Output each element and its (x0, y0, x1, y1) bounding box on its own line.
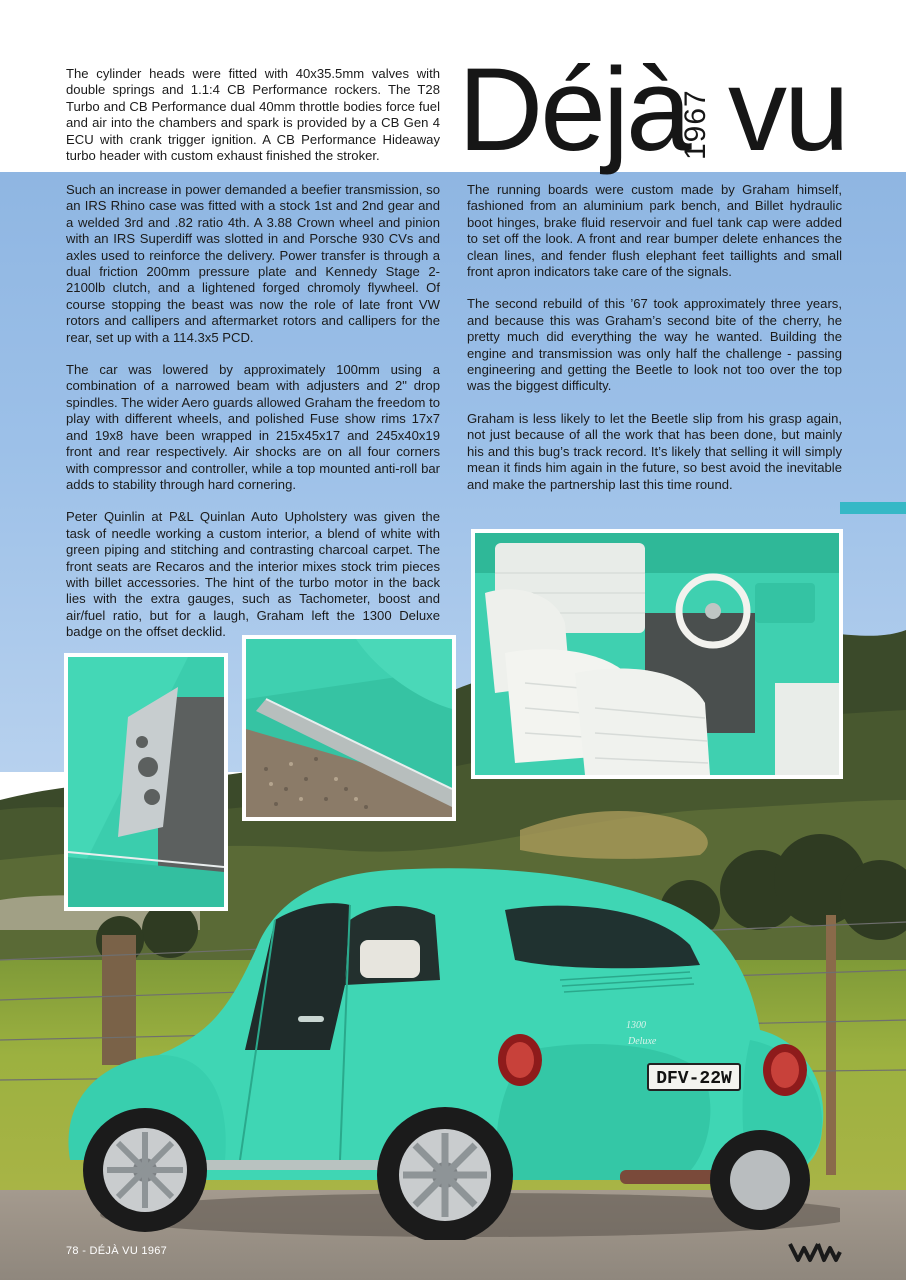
vw-brand-logo (788, 1240, 842, 1264)
hinge-photo (64, 653, 228, 911)
paragraph: The cylinder heads were fitted with 40x35.5mm valves with double springs and 1.1:4 CB Performance rockers. The T28 Turbo and CB Performance dual 40mm throttle bodies force fuel and air into the chambers and spark is provided by a CB Gen 4 ECU with crank trigger ignition. A CB Performance Hideaway turbo header with custom exhaust finished the stroker. (66, 66, 440, 164)
text-column-right (467, 182, 842, 509)
paragraph: Peter Quinlin at P&L Quinlan Auto Upholstery was given the task of needle working a custom interior, a blend of white with green piping and stitching and contrasting charcoal carpet. The front seats are Recaros and the interior mixes stock trim pieces with billet accessories. The hint of the turbo motor in the back lies with the extra gauges, such as Tachometer, boost and air/fuel ratio, but for a laugh, Graham left the 1300 Deluxe badge on the offset decklid. (66, 509, 440, 640)
paragraph: Such an increase in power demanded a beefier transmission, so an IRS Rhino case was fitted with a stock 1st and 2nd gear and a welded 3rd and .82 ratio 4th. A 3.88 Crown wheel and pinion with an IRS Superdiff was slotted in and Porsche 930 CVs and axles used to reinforce the delivery. Power transfer is through a dual friction 200mm pressure plate and Kennedy Stage 2-2100lb clutch, and a lightened forged chromoly flywheel. Of course stopping the beast was now the role of late front VW rotors and callipers and aftermarket rotors and callipers for the rear, set up with a 114.3x5 PCD. (66, 182, 440, 345)
title-year: 1967 (679, 89, 712, 160)
page-footer: 78 - DÉJÀ VU 1967 (66, 1245, 168, 1257)
vw-beetle-car (60, 860, 840, 1240)
paragraph: Graham is less likely to let the Beetle slip from his grasp again, not just because of all the work that has been done, but mainly his and this bug’s track record. It’s likely that selling it will simply mean it finds him again in the future, so best avoid the inevitable and make the partnership last this time round. (467, 410, 842, 492)
article-title (458, 40, 898, 175)
accent-bar (840, 502, 906, 514)
rear-wheel (377, 1107, 513, 1240)
interior-photo (471, 529, 843, 779)
paragraph: The second rebuild of this ’67 took approximately three years, and because this was Graham’s second bite of the cherry, he pretty much did everything the way he wanted. Building the engine and transmission was only half the challenge - passing engineering and getting the Beetle to look not too over the top was the biggest difficulty. (467, 296, 842, 394)
text-column-top (66, 66, 440, 180)
far-rear-wheel (710, 1130, 810, 1230)
running-board-photo (242, 635, 456, 821)
front-wheel (83, 1108, 207, 1232)
badge-1300: 1300 (626, 1020, 646, 1031)
license-plate: DFV-22W (656, 1069, 732, 1089)
title-main: Déjà (458, 44, 689, 176)
title-suffix: vu (728, 44, 847, 176)
paragraph: The car was lowered by approximately 100mm using a combination of a narrowed beam with adjusters and 2" drop spindles. The wider Aero guards allowed Graham the freedom to play with different wheels, and polished Fuse show rims 17x7 and 19x8 have been wrapped in 215x45x17 and 245x40x19 front and rear respectively. Air shocks are on all four corners with compressor and controller, while a top mounted anti-roll bar adds to stability through hard cornering. (66, 362, 440, 492)
paragraph: The running boards were custom made by Graham himself, fashioned from an aluminium park bench, and Billet hydraulic boot hinges, brake fluid reservoir and fuel tank cap were added to set off the look. A front and rear bumper delete enhances the clean lines, and fender flush elephant feet taillights and small front apron indicators take care of the signals. (467, 182, 842, 280)
badge-deluxe: Deluxe (628, 1036, 657, 1047)
text-column-left (66, 182, 440, 657)
